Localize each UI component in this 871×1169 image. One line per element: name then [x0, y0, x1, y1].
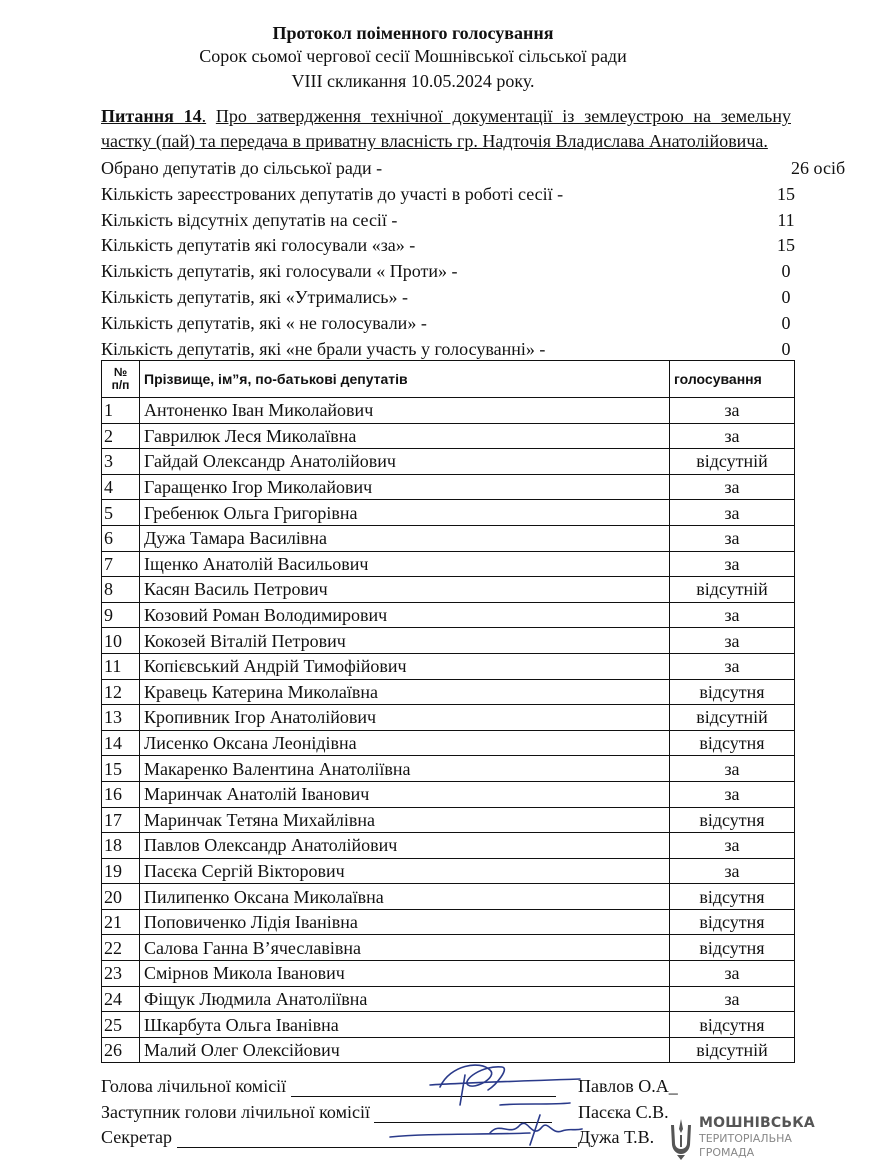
- row-number: 18: [102, 833, 140, 859]
- vote-result: відсутня: [670, 935, 795, 961]
- deputy-name: Маринчак Анатолій Іванович: [140, 781, 670, 807]
- vote-result: за: [670, 628, 795, 654]
- deputy-name: Копієвський Андрій Тимофійович: [140, 653, 670, 679]
- stat-label: Кількість депутатів які голосували «за» -: [101, 235, 416, 256]
- table-row: [102, 653, 795, 679]
- row-number: 17: [102, 807, 140, 833]
- stat-row: [101, 285, 791, 311]
- stat-label: Кількість відсутніх депутатів на сесії -: [101, 209, 398, 230]
- deputy-name: Гаращенко Ігор Миколайович: [140, 474, 670, 500]
- deputy-name: Фіщук Людмила Анатоліївна: [140, 986, 670, 1012]
- table-row: [102, 628, 795, 654]
- row-number: 14: [102, 730, 140, 756]
- agenda-question: Питання 14. Про затвердження технічної документації із землеустрою на земельну частку (пай) та передача в приватну власність гр. Надточія Владислава Анатолійовича.: [101, 106, 791, 151]
- row-number: 23: [102, 961, 140, 987]
- deputy-name: Салова Ганна В’ячеславівна: [140, 935, 670, 961]
- stat-row: [101, 337, 791, 363]
- deputy-name: Малий Олег Олексійович: [140, 1037, 670, 1063]
- stat-value: 15: [777, 235, 795, 256]
- header-number-sign: №: [113, 365, 128, 379]
- stat-row: [101, 311, 791, 337]
- row-number: 25: [102, 1012, 140, 1038]
- deputy-name: Козовий Роман Володимирович: [140, 602, 670, 628]
- deputy-name: Кокозей Віталій Петрович: [140, 628, 670, 654]
- convocation-date-line: VIII скликання 10.05.2024 року.: [291, 71, 535, 91]
- stat-row: [101, 259, 791, 285]
- table-row: [102, 884, 795, 910]
- row-number: 4: [102, 474, 140, 500]
- deputy-name: Дужа Тамара Василівна: [140, 525, 670, 551]
- header-number: [102, 361, 140, 398]
- row-number: 16: [102, 781, 140, 807]
- row-number: 26: [102, 1037, 140, 1063]
- vote-result: за: [670, 602, 795, 628]
- table-row: [102, 525, 795, 551]
- row-number: 10: [102, 628, 140, 654]
- vote-result: відсутній: [670, 577, 795, 603]
- row-number: 2: [102, 423, 140, 449]
- deputy-name: Гребенюк Ольга Григорівна: [140, 500, 670, 526]
- vote-result: за: [670, 986, 795, 1012]
- vote-result: за: [670, 833, 795, 859]
- stat-value: 0: [781, 261, 791, 282]
- stat-value: 15: [777, 183, 795, 204]
- stat-label: Кількість депутатів, які «не брали участь у голосуванні» -: [101, 338, 546, 359]
- table-header-row: [102, 361, 795, 398]
- table-row: [102, 756, 795, 782]
- table-row: [102, 705, 795, 731]
- table-row: [102, 1012, 795, 1038]
- stat-value: 0: [781, 338, 791, 359]
- vote-result: за: [670, 474, 795, 500]
- table-row: [102, 551, 795, 577]
- vote-result: відсутня: [670, 679, 795, 705]
- table-row: [102, 986, 795, 1012]
- table-row: [102, 807, 795, 833]
- vote-result: за: [670, 961, 795, 987]
- row-number: 15: [102, 756, 140, 782]
- row-number: 13: [102, 705, 140, 731]
- deputy-name: Кравець Катерина Миколаївна: [140, 679, 670, 705]
- signature-name: Пасєка С.В.: [578, 1102, 669, 1122]
- table-row: [102, 423, 795, 449]
- header-vote: голосування: [670, 361, 795, 398]
- row-number: 7: [102, 551, 140, 577]
- row-number: 3: [102, 449, 140, 475]
- signature-name: Павлов О.А_: [578, 1076, 678, 1096]
- table-row: [102, 449, 795, 475]
- vote-result: відсутня: [670, 884, 795, 910]
- stat-row: [101, 156, 846, 182]
- session-line: Сорок сьомої чергової сесії Мошнівської сільської ради: [199, 46, 627, 66]
- header-number-abbr: п/п: [111, 378, 130, 392]
- vote-result: відсутній: [670, 705, 795, 731]
- stat-value: 26 осіб: [791, 158, 846, 178]
- table-row: [102, 935, 795, 961]
- signature-role: Секретар: [101, 1127, 173, 1147]
- logo-title: МОШНІВСЬКА: [699, 1115, 815, 1131]
- table-row: [102, 577, 795, 603]
- stat-row: [101, 233, 795, 259]
- row-number: 19: [102, 858, 140, 884]
- signature-name: Дужа Т.В.: [578, 1127, 655, 1147]
- vote-result: за: [670, 551, 795, 577]
- vote-result: відсутня: [670, 730, 795, 756]
- row-number: 12: [102, 679, 140, 705]
- deputy-name: Макаренко Валентина Анатоліївна: [140, 756, 670, 782]
- question-number: Питання 14: [101, 106, 202, 126]
- row-number: 24: [102, 986, 140, 1012]
- vote-result: за: [670, 756, 795, 782]
- stat-label: Кількість депутатів, які « не голосували» -: [101, 312, 427, 333]
- stat-label: Кількість депутатів, які голосували « Проти» -: [101, 261, 458, 282]
- trident-icon: [668, 1117, 694, 1161]
- vote-result: за: [670, 500, 795, 526]
- table-row: [102, 679, 795, 705]
- header-name: Прізвище, ім”я, по-батькові депутатів: [140, 361, 670, 398]
- vote-result: відсутня: [670, 909, 795, 935]
- roll-call-table: [101, 360, 795, 1063]
- signature-role: Голова лічильної комісії: [101, 1076, 287, 1096]
- row-number: 21: [102, 909, 140, 935]
- table-row: [102, 909, 795, 935]
- vote-result: відсутній: [670, 1037, 795, 1063]
- table-row: [102, 398, 795, 424]
- deputy-name: Лисенко Оксана Леонідівна: [140, 730, 670, 756]
- table-row: [102, 961, 795, 987]
- vote-result: за: [670, 781, 795, 807]
- row-number: 20: [102, 884, 140, 910]
- row-number: 6: [102, 525, 140, 551]
- vote-result: відсутній: [670, 449, 795, 475]
- stat-label: Обрано депутатів до сільської ради -: [101, 158, 383, 178]
- vote-result: за: [670, 398, 795, 424]
- table-row: [102, 602, 795, 628]
- vote-result: за: [670, 423, 795, 449]
- question-text: Про затвердження технічної документації із землеустрою на земельну частку (пай) та передача в приватну власність гр. Надточія Владислава Анатолійовича.: [101, 106, 791, 151]
- row-number: 1: [102, 398, 140, 424]
- deputy-name: Пилипенко Оксана Миколаївна: [140, 884, 670, 910]
- table-row: [102, 858, 795, 884]
- table-row: [102, 730, 795, 756]
- vote-statistics: [101, 156, 846, 362]
- stat-row: [101, 182, 795, 208]
- table-row: [102, 781, 795, 807]
- row-number: 8: [102, 577, 140, 603]
- deputy-name: Шкарбута Ольга Іванівна: [140, 1012, 670, 1038]
- stat-value: 0: [781, 286, 791, 307]
- deputy-name: Антоненко Іван Миколайович: [140, 398, 670, 424]
- row-number: 22: [102, 935, 140, 961]
- table-row: [102, 474, 795, 500]
- stat-row: [101, 208, 795, 234]
- row-number: 9: [102, 602, 140, 628]
- stat-value: 0: [781, 312, 791, 333]
- deputy-name: Касян Василь Петрович: [140, 577, 670, 603]
- deputy-name: Маринчак Тетяна Михайлівна: [140, 807, 670, 833]
- deputy-name: Павлов Олександр Анатолійович: [140, 833, 670, 859]
- vote-result: відсутня: [670, 807, 795, 833]
- document-title: Протокол поіменного голосування: [272, 23, 554, 43]
- row-number: 5: [102, 500, 140, 526]
- deputy-name: Пасєка Сергій Вікторович: [140, 858, 670, 884]
- vote-result: за: [670, 525, 795, 551]
- deputy-name: Смірнов Микола Іванович: [140, 961, 670, 987]
- community-logo: [664, 1115, 814, 1165]
- table-body: [102, 398, 795, 1063]
- logo-subtitle-2: ГРОМАДА: [699, 1146, 755, 1159]
- stat-label: Кількість депутатів, які «Утримались» -: [101, 286, 408, 307]
- stat-label: Кількість зареєстрованих депутатів до участі в роботі сесії -: [101, 183, 564, 204]
- logo-subtitle: ТЕРИТОРІАЛЬНА: [699, 1132, 792, 1145]
- deputy-name: Іщенко Анатолій Васильович: [140, 551, 670, 577]
- deputy-name: Кропивник Ігор Анатолійович: [140, 705, 670, 731]
- table-row: [102, 500, 795, 526]
- row-number: 11: [102, 653, 140, 679]
- handwritten-signatures: [370, 1045, 620, 1165]
- vote-result: за: [670, 653, 795, 679]
- deputy-name: Гайдай Олександр Анатолійович: [140, 449, 670, 475]
- table-row: [102, 833, 795, 859]
- vote-result: за: [670, 858, 795, 884]
- deputy-name: Гаврилюк Леся Миколаївна: [140, 423, 670, 449]
- vote-result: відсутня: [670, 1012, 795, 1038]
- signature-role: Заступник голови лічильної комісії: [101, 1102, 370, 1122]
- stat-value: 11: [777, 209, 795, 230]
- deputy-name: Поповиченко Лідія Іванівна: [140, 909, 670, 935]
